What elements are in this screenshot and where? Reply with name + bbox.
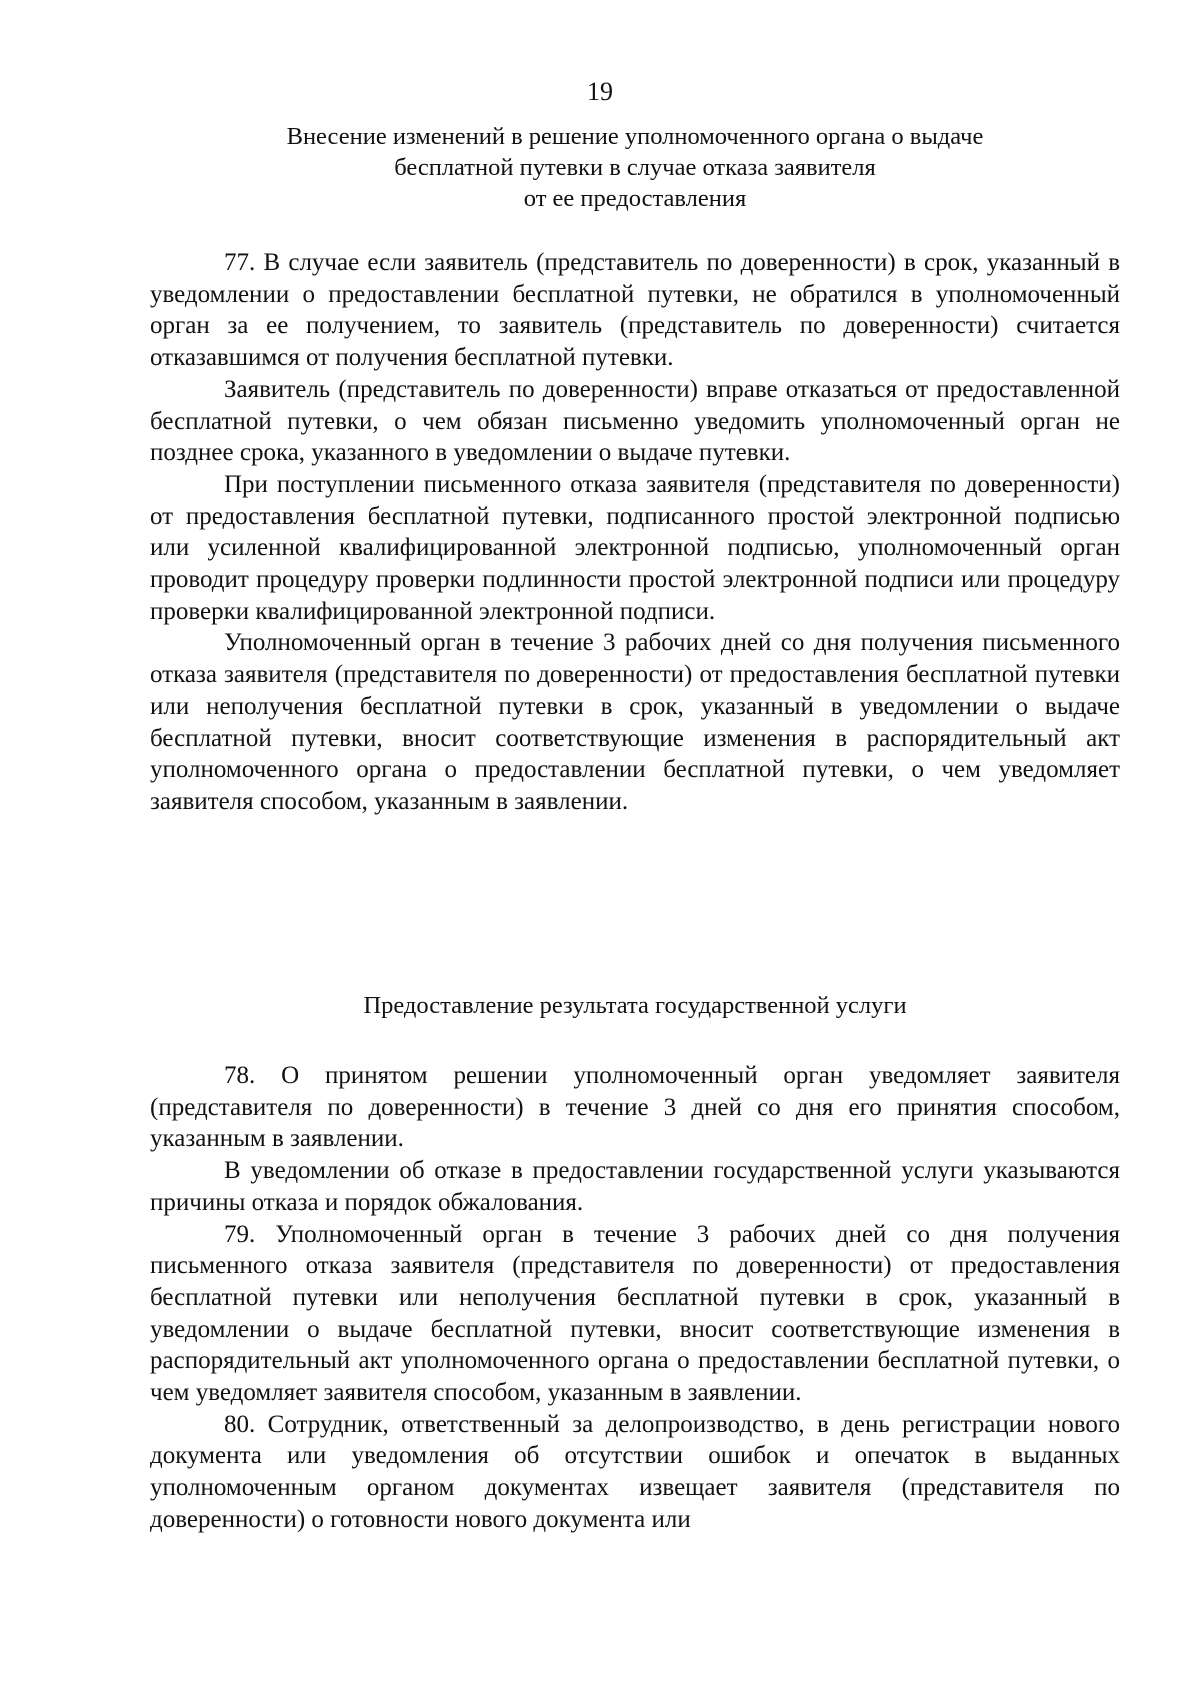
section-body-result: [150, 1060, 1120, 1536]
paragraph-77: 77. В случае если заявитель (представитель по доверенности) в срок, указанный в уведомлении о предоставлении бесплатной путевки, не обратился в уполномоченный орган за ее получением, то заявитель (представитель по доверенности) считается отказавшимся от получения бесплатной путевки.: [150, 249, 1120, 372]
heading-line: от ее предоставления: [523, 185, 747, 212]
paragraph-78: 78. О принятом решении уполномоченный орган уведомляет заявителя (представителя по доверенности) в течение 3 дней со дня его принятия способом, указанным в заявлении.: [150, 1062, 1120, 1153]
section-heading-result: Предоставление результата государственной услуги: [363, 992, 907, 1019]
section-body-amendments: [150, 247, 1120, 818]
section-heading-amendments: [150, 121, 1120, 214]
heading-line: Внесение изменений в решение уполномоченного органа о выдаче: [286, 123, 984, 150]
paragraph-signature-check: При поступлении письменного отказа заявителя (представителя по доверенности) от предоставления бесплатной путевки, подписанного простой электронной подписью или усиленной квалифицированной электронной подписью, уполномоченный орган проводит процедуру проверки подлинности простой электронной подписи или процедуру проверки квалифицированной электронной подписи.: [150, 470, 1120, 625]
page-number: 19: [587, 77, 613, 106]
paragraph-refusal-notice: В уведомлении об отказе в предоставлении государственной услуги указываются причины отказа и порядок обжалования.: [150, 1157, 1120, 1216]
heading-line: бесплатной путевки в случае отказа заявителя: [394, 154, 876, 181]
paragraph-79: 79. Уполномоченный орган в течение 3 рабочих дней со дня получения письменного отказа заявителя (представителя по доверенности) от предоставления бесплатной путевки или неполучения бесплатной путевки в срок, указанный в уведомлении о выдаче бесплатной путевки, вносит соответствующие изменения в распорядительный акт уполномоченного органа о предоставлении бесплатной путевки, о чем уведомляет заявителя способом, указанным в заявлении.: [150, 1220, 1120, 1407]
paragraph-refusal-right: Заявитель (представитель по доверенности) вправе отказаться от предоставленной бесплатной путевки, о чем обязан письменно уведомить уполномоченный орган не позднее срока, указанного в уведомлении о выдаче путевки.: [150, 375, 1120, 467]
paragraph-changes-act: Уполномоченный орган в течение 3 рабочих дней со дня получения письменного отказа заявителя (представителя по доверенности) от предоставления бесплатной путевки или неполучения бесплатной путевки в срок, указанный в уведомлении о выдаче бесплатной путевки, вносит соответствующие изменения в распорядительный акт уполномоченного органа о предоставлении бесплатной путевки, о чем уведомляет заявителя способом, указанным в заявлении.: [150, 629, 1120, 815]
paragraph-80: 80. Сотрудник, ответственный за делопроизводство, в день регистрации нового документа или уведомления об отсутствии ошибок и опечаток в выданных уполномоченным органом документах извещает заявителя (представителя по доверенности) о готовности нового документа или: [150, 1410, 1120, 1533]
